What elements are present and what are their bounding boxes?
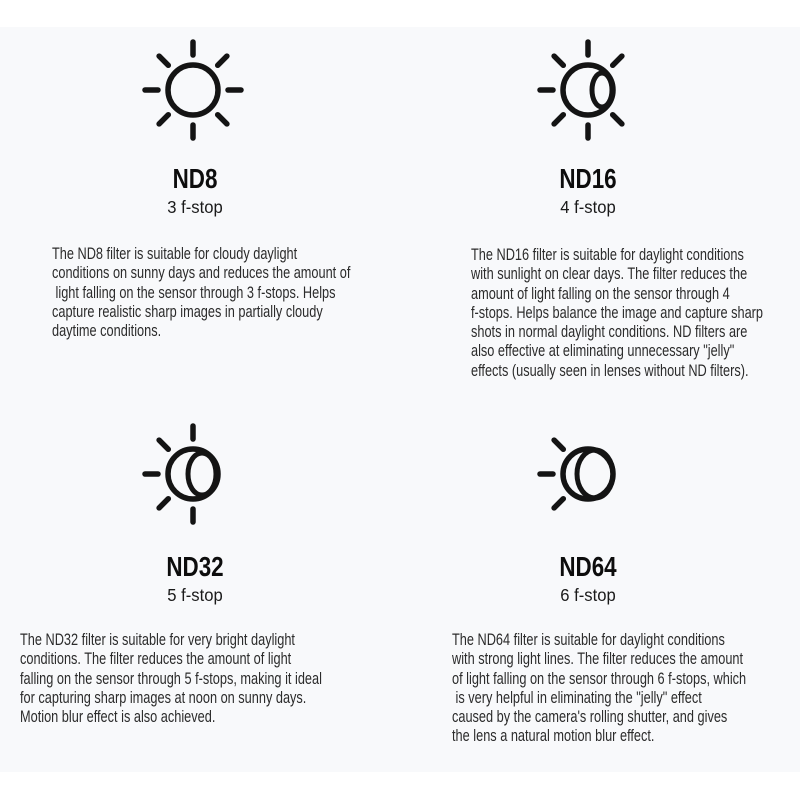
filter-name: ND8 [172,163,218,194]
description-line: daytime conditions. [52,321,162,341]
description-line: shots in normal daylight conditions. ND filters are [471,322,748,342]
description-line: amount of light falling on the sensor through 4 [471,283,730,303]
description-line: is very helpful in eliminating the "jelly" effect [452,687,702,707]
filter-name: ND32 [166,551,224,582]
filter-name: ND64 [559,551,617,582]
filter-description [471,245,800,380]
description-line: for capturing sharp images at noon on sunny days. [20,687,307,707]
filter-fstop-label: 5 f-stop [167,585,223,605]
description-line: the lens a natural motion blur effect. [452,726,655,746]
sun-partial-eclipse-icon [528,30,648,150]
description-line: caused by the camera's rolling shutter, and gives [452,707,728,727]
filter-fstop-label: 3 f-stop [167,197,223,217]
description-line: with sunlight on clear days. The filter reduces the [471,264,748,284]
description-line: f-stops. Helps balance the image and capture sharp [471,302,764,322]
description-line: The ND8 filter is suitable for cloudy daylight [52,244,298,263]
description-line: capture realistic sharp images in partially cloudy [52,301,323,321]
description-line: also effective at eliminating unnecessary "jelly" [471,341,735,361]
filter-name: ND16 [559,163,617,194]
description-line: The ND32 filter is suitable for very bright daylight [20,630,295,649]
description-line: of light falling on the sensor through 6 f-stops, which [452,668,747,688]
description-line: The ND16 filter is suitable for daylight conditions [471,245,744,264]
description-line: effects (usually seen in lenses without ND filters). [471,360,749,380]
description-line: falling on the sensor through 5 f-stops, making it ideal [20,668,322,688]
description-line: with strong light lines. The filter reduces the amount [452,649,744,669]
filter-fstop-label: 6 f-stop [560,585,616,605]
description-line: Motion blur effect is also achieved. [20,707,216,727]
filter-description [452,630,797,746]
description-line: light falling on the sensor through 3 f-stops. Helps [52,282,336,302]
filter-description [52,244,397,340]
filter-fstop-label: 4 f-stop [560,197,616,217]
sun-half-eclipse-icon [133,414,253,534]
description-line: The ND64 filter is suitable for daylight conditions [452,630,725,649]
sun-mostly-eclipsed-icon [528,414,648,534]
description-line: conditions on sunny days and reduces the amount of [52,263,351,283]
filter-description [20,630,365,726]
sun-icon [133,30,253,150]
description-line: conditions. The filter reduces the amount of light [20,649,292,669]
